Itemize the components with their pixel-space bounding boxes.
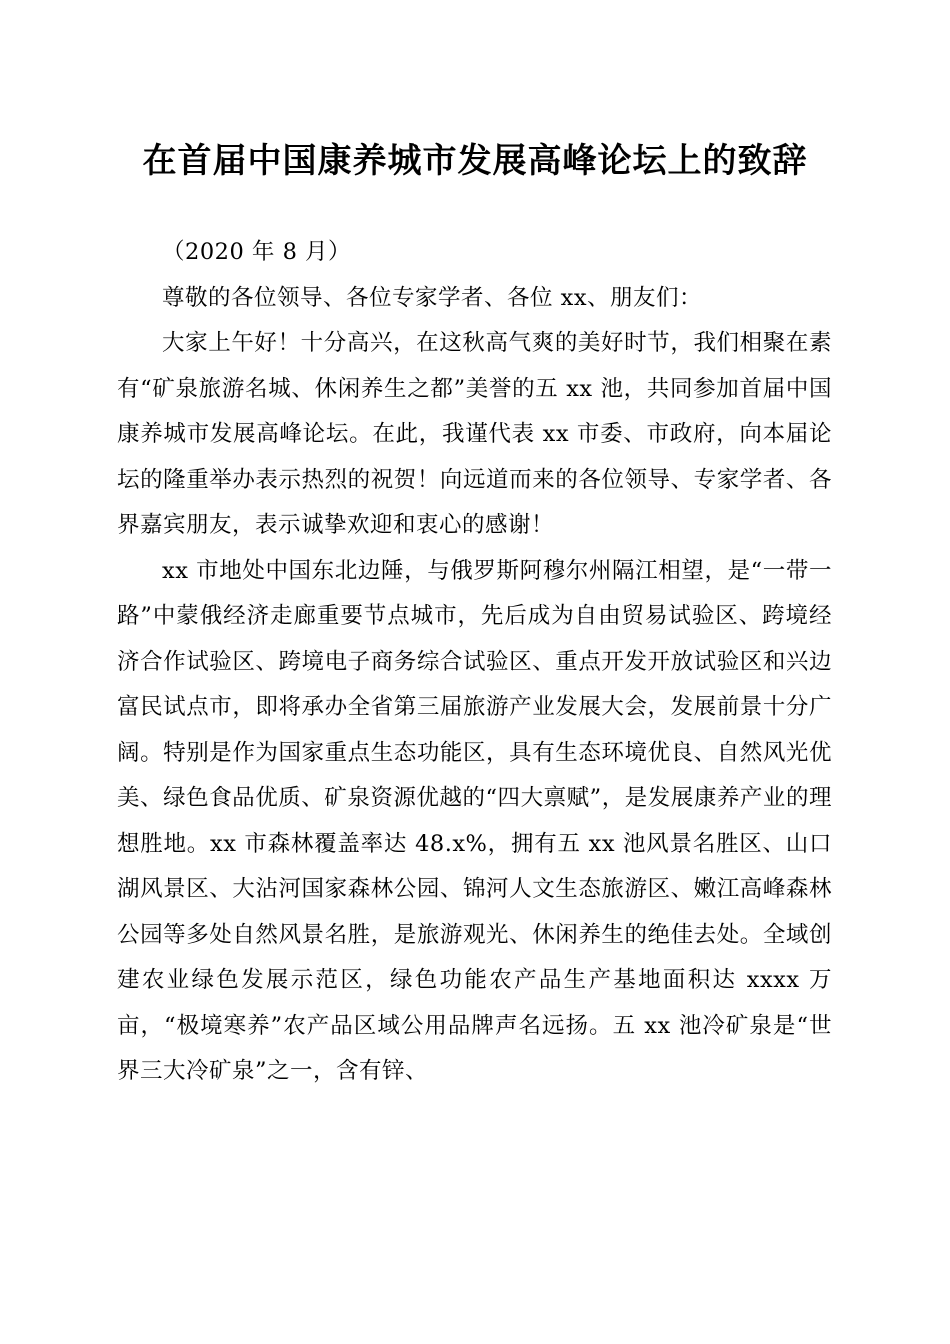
paragraph-city-intro: xx 市地处中国东北边陲，与俄罗斯阿穆尔州隔江相望，是“一带一路”中蒙俄经济走廊重要节点城市，先后成为自由贸易试验区、跨境经济合作试验区、跨境电子商务综合试验区、重点开发开放试验区和兴边富民试点市，即将承办全省第三届旅游产业发展大会，发展前景十分广阔。特别是作为国家重点生态功能区，具有生态环境优良、自然风光优美、绿色食品优质、矿泉资源优越的“四大禀赋”，是发展康养产业的理想胜地。xx 市森林覆盖率达 48.x%，拥有五 xx 池风景名胜区、山口湖风景区、大沾河国家森林公园、锦河人文生态旅游区、嫩江高峰森林公园等多处自然风景名胜，是旅游观光、休闲养生的绝佳去处。全域创建农业绿色发展示范区，绿色功能农产品生产基地面积达 xxxx 万亩，“极境寒养”农产品区域公用品牌声名远扬。五 xx 池冷矿泉是“世界三大冷矿泉”之一，含有锌、 bbox=[117, 557, 832, 1084]
paragraph-greeting: 大家上午好！十分高兴，在这秋高气爽的美好时节，我们相聚在素有“矿泉旅游名城、休闲养生之都”美誉的五 xx 池，共同参加首届中国康养城市发展高峰论坛。在此，我谨代表 xx 市委、市政府，向本届论坛的隆重举办表示热烈的祝贺！向远道而来的各位领导、专家学者、各界嘉宾朋友，表示诚挚欢迎和衷心的感谢！ bbox=[117, 330, 832, 538]
document-body bbox=[117, 230, 832, 1095]
date-line: （2020 年 8 月） bbox=[162, 239, 352, 265]
document-title: 在首届中国康养城市发展高峰论坛上的致辞 bbox=[142, 141, 808, 181]
salutation: 尊敬的各位领导、各位专家学者、各位 xx、朋友们： bbox=[162, 284, 703, 311]
